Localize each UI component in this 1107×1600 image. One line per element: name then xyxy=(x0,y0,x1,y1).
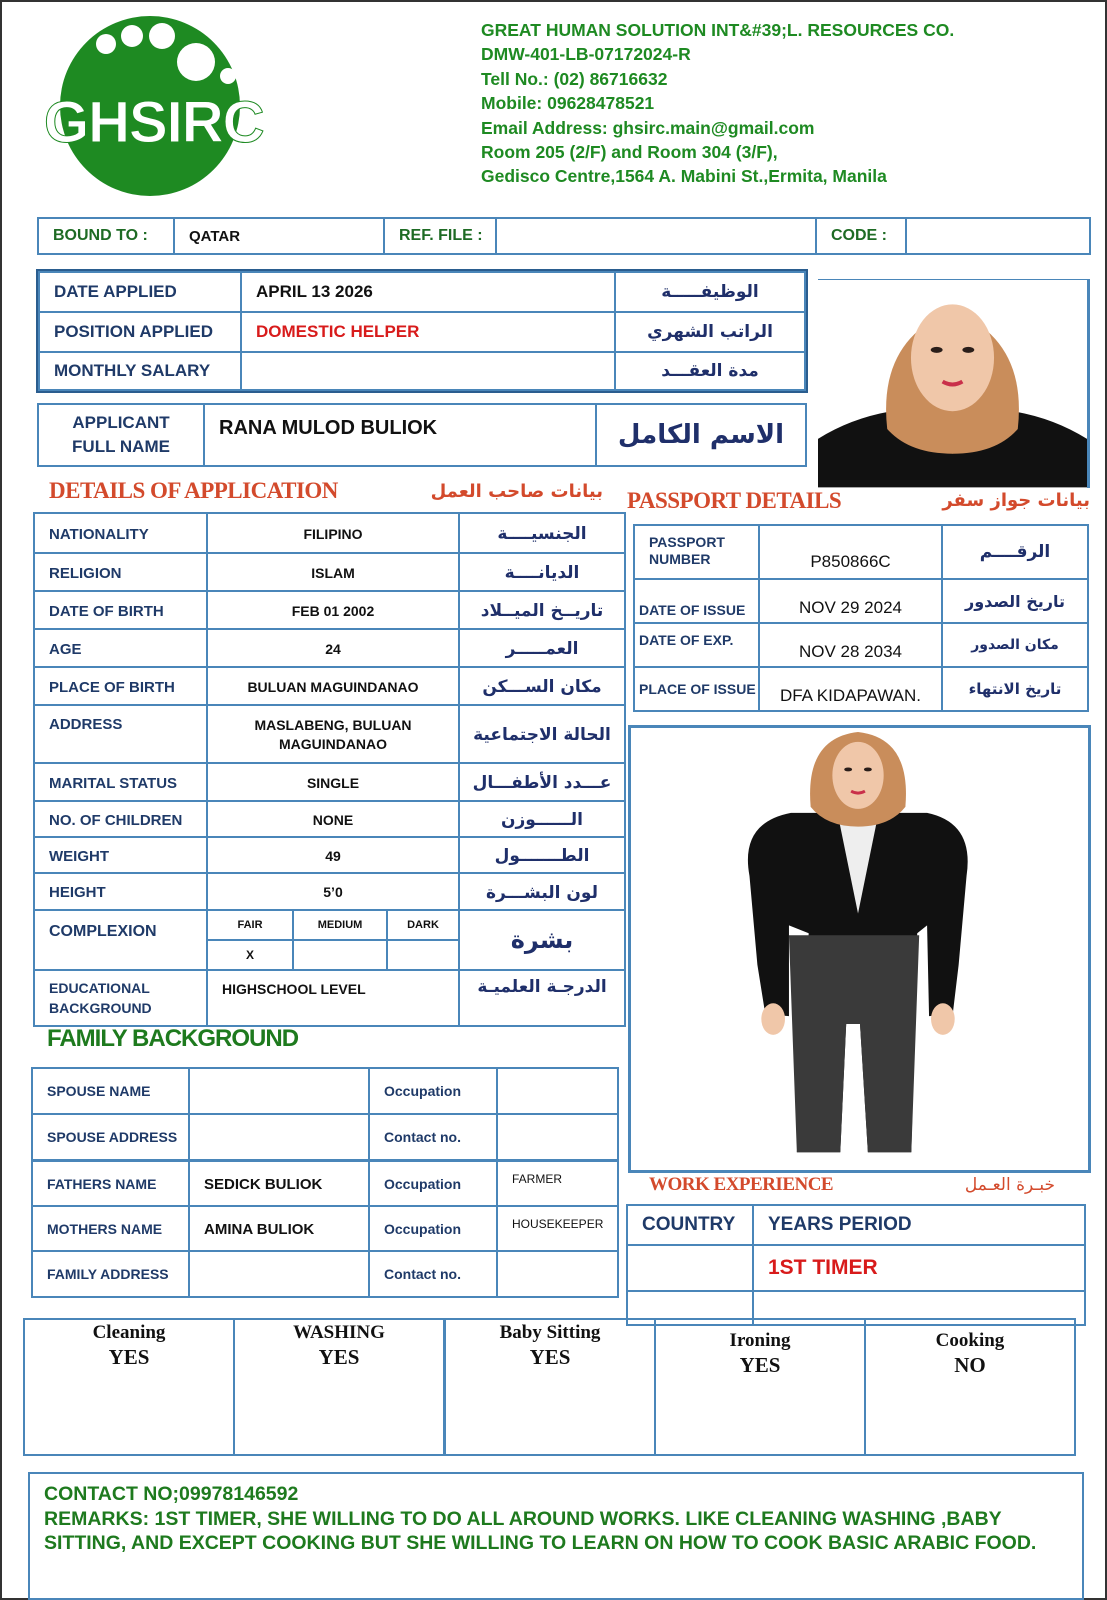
details-value-3: 24 xyxy=(206,628,460,670)
remarks-box xyxy=(28,1472,1084,1600)
details-label-5: ADDRESS xyxy=(33,704,208,766)
code-label: CODE : xyxy=(815,217,907,255)
ref-file-value xyxy=(495,217,817,255)
company-tel: Tell No.: (02) 86716632 xyxy=(481,68,668,89)
date-applied-label: DATE APPLIED xyxy=(38,271,242,313)
passport-number-value: P850866C xyxy=(758,524,943,580)
fullname-label xyxy=(37,403,205,467)
work-country-1 xyxy=(626,1244,754,1292)
skill-value-0: YES xyxy=(108,1345,150,1369)
remarks-contact: CONTACT NO;09978146592 xyxy=(44,1483,299,1505)
details-value-6: SINGLE xyxy=(206,762,460,804)
passport-title-ar: بيانات جواز سفر xyxy=(942,490,1090,511)
company-logo xyxy=(38,14,270,198)
education-label: EDUCATIONAL BACKGROUND xyxy=(33,969,208,1027)
details-label-3: AGE xyxy=(33,628,208,670)
fullname-label-line1: APPLICANT xyxy=(72,413,170,432)
remarks-text: REMARKS: 1ST TIMER, SHE WILLING TO DO ALL AROUND WORKS. LIKE CLEANING WASHING ,BABY SITTING, AND EXCEPT COOKING BUT SHE WILLING TO LEARN ON HOW TO COOK BASIC ARABIC FOOD. xyxy=(44,1507,1037,1554)
passport-issue-ar: تاريخ الصدور xyxy=(941,578,1089,624)
details-value-8: 49 xyxy=(206,836,460,876)
passport-place-value: DFA KIDAPAWAN. xyxy=(758,666,943,712)
skill-value-3: YES xyxy=(739,1353,781,1377)
company-email: Email Address: ghsirc.main@gmail.com xyxy=(481,117,815,138)
applicant-headshot xyxy=(818,279,1090,488)
company-mobile: Mobile: 09628478521 xyxy=(481,93,655,114)
family-value-0 xyxy=(188,1067,370,1115)
skill-name-0: Cleaning xyxy=(92,1322,166,1343)
passport-place-label: PLACE OF ISSUE xyxy=(633,666,760,712)
company-info xyxy=(481,18,1091,189)
fullname-ar: الاسم الكامل xyxy=(595,403,807,467)
fullname-label-line2: FULL NAME xyxy=(72,437,170,456)
details-label-6: MARITAL STATUS xyxy=(33,762,208,804)
family-value2-1 xyxy=(496,1113,619,1161)
skill-cell-3 xyxy=(654,1318,866,1456)
salary-label: MONTHLY SALARY xyxy=(38,351,242,391)
passport-number-label: PASSPORT NUMBER xyxy=(633,524,760,580)
skill-cell-1 xyxy=(233,1318,445,1456)
details-ar-3: العمـــــر xyxy=(458,628,626,670)
details-ar-4: مكان الســـكن xyxy=(458,666,626,708)
company-name: GREAT HUMAN SOLUTION INT&#39;L. RESOURCES CO. xyxy=(481,20,955,40)
position-ar: الراتب الشهري xyxy=(614,311,806,353)
passport-issue-label: DATE OF ISSUE xyxy=(633,578,760,624)
family-value2-0 xyxy=(496,1067,619,1115)
family-value-4 xyxy=(188,1250,370,1298)
education-value: HIGHSCHOOL LEVEL xyxy=(206,969,460,1027)
passport-exp-value: NOV 28 2034 xyxy=(758,622,943,668)
family-value2-4 xyxy=(496,1250,619,1298)
family-label2-1: Contact no. xyxy=(368,1113,498,1161)
skill-value-1: YES xyxy=(318,1345,360,1369)
skill-name-1: WASHING xyxy=(293,1322,385,1343)
skill-cell-2 xyxy=(444,1318,656,1456)
applicant-full-body-photo xyxy=(628,725,1091,1173)
family-label-0: SPOUSE NAME xyxy=(31,1067,190,1115)
details-label-0: NATIONALITY xyxy=(33,512,208,556)
details-label-9: HEIGHT xyxy=(33,872,208,913)
family-label2-4: Contact no. xyxy=(368,1250,498,1298)
details-ar-5: الحالة الاجتماعية xyxy=(458,704,626,766)
passport-number-ar: الرقــــم xyxy=(941,524,1089,580)
passport-title: PASSPORT DETAILS xyxy=(627,488,842,513)
complexion-ar: بشرة xyxy=(458,909,626,971)
details-label-7: NO. OF CHILDREN xyxy=(33,800,208,840)
date-applied-value: APRIL 13 2026 xyxy=(240,271,616,313)
complexion-dark: DARK xyxy=(386,909,460,941)
details-value-0: FILIPINO xyxy=(206,512,460,556)
work-title-ar: خبـرة العـمل xyxy=(964,1175,1055,1195)
family-value2-3: HOUSEKEEPER xyxy=(496,1205,619,1253)
ref-file-label: REF. FILE : xyxy=(383,217,497,255)
company-license: DMW-401-LB-07172024-R xyxy=(481,44,691,65)
passport-issue-value: NOV 29 2024 xyxy=(758,578,943,624)
family-label-3: MOTHERS NAME xyxy=(31,1205,190,1253)
family-value-1 xyxy=(188,1113,370,1161)
position-value: DOMESTIC HELPER xyxy=(240,311,616,353)
details-title-ar: بيانات صاحب العمل xyxy=(430,481,603,502)
work-title: WORK EXPERIENCE xyxy=(649,1174,834,1195)
details-value-9: 5’0 xyxy=(206,872,460,913)
position-label: POSITION APPLIED xyxy=(38,311,242,353)
family-value-3: AMINA BULIOK xyxy=(188,1205,370,1253)
skill-name-4: Cooking xyxy=(935,1330,1005,1351)
family-label2-3: Occupation xyxy=(368,1205,498,1253)
complexion-medium: MEDIUM xyxy=(292,909,388,941)
skill-cell-4 xyxy=(864,1318,1076,1456)
family-value-2: SEDICK BULIOK xyxy=(188,1160,370,1208)
details-value-4: BULUAN MAGUINDANAO xyxy=(206,666,460,708)
details-value-5: MASLABENG, BULUAN MAGUINDANAO xyxy=(206,704,460,766)
work-country-header: COUNTRY xyxy=(626,1204,754,1246)
family-label-2: FATHERS NAME xyxy=(31,1160,190,1208)
family-title: FAMILY BACKGROUND xyxy=(47,1025,299,1052)
fullname-value: RANA MULOD BULIOK xyxy=(203,403,597,467)
family-label2-0: Occupation xyxy=(368,1067,498,1115)
complexion-fair-mark: X xyxy=(206,939,294,971)
salary-value xyxy=(240,351,616,391)
complexion-label: COMPLEXION xyxy=(33,909,208,971)
company-address-2: Gedisco Centre,1564 A. Mabini St.,Ermita, Manila xyxy=(481,166,887,187)
family-value2-2: FARMER xyxy=(496,1160,619,1208)
details-label-1: RELIGION xyxy=(33,552,208,594)
details-ar-0: الجنسيــــة xyxy=(458,512,626,556)
skill-cell-0 xyxy=(23,1318,235,1456)
details-value-2: FEB 01 2002 xyxy=(206,590,460,632)
skill-value-4: NO xyxy=(954,1353,986,1377)
complexion-dark-mark xyxy=(386,939,460,971)
details-label-4: PLACE OF BIRTH xyxy=(33,666,208,708)
details-label-2: DATE OF BIRTH xyxy=(33,590,208,632)
logo-text: GHSIRC xyxy=(44,90,264,155)
salary-ar: مدة العقـــد xyxy=(614,351,806,391)
work-years-header: YEARS PERIOD xyxy=(752,1204,1086,1246)
details-ar-8: الطـــــــول xyxy=(458,836,626,876)
details-ar-7: الــــــوزن xyxy=(458,800,626,840)
skill-value-2: YES xyxy=(529,1345,571,1369)
details-label-8: WEIGHT xyxy=(33,836,208,876)
family-label-4: FAMILY ADDRESS xyxy=(31,1250,190,1298)
work-years-1: 1ST TIMER xyxy=(752,1244,1086,1292)
skill-name-2: Baby Sitting xyxy=(499,1322,601,1343)
complexion-fair: FAIR xyxy=(206,909,294,941)
details-value-1: ISLAM xyxy=(206,552,460,594)
passport-exp-label: DATE OF EXP. xyxy=(633,622,760,668)
education-ar: الدرجـة العلميـة xyxy=(458,969,626,1027)
date-applied-ar: الوظيفـــــة xyxy=(614,271,806,313)
details-ar-2: تاريــخ الميــلاد xyxy=(458,590,626,632)
details-ar-6: عـــدد الأطفـــال xyxy=(458,762,626,804)
bound-to-label: BOUND TO : xyxy=(37,217,175,255)
code-value xyxy=(905,217,1091,255)
details-ar-9: لون البشـــرة xyxy=(458,872,626,913)
family-label2-2: Occupation xyxy=(368,1160,498,1208)
bound-to-value: QATAR xyxy=(173,217,385,255)
details-ar-1: الديانــــة xyxy=(458,552,626,594)
complexion-medium-mark xyxy=(292,939,388,971)
passport-exp-ar: مكان الصدور xyxy=(941,622,1089,668)
company-address-1: Room 205 (2/F) and Room 304 (3/F), xyxy=(481,142,778,163)
passport-place-ar: تاريخ الانتهاء xyxy=(941,666,1089,712)
details-value-7: NONE xyxy=(206,800,460,840)
skill-name-3: Ironing xyxy=(729,1330,791,1351)
family-label-1: SPOUSE ADDRESS xyxy=(31,1113,190,1161)
details-title: DETAILS OF APPLICATION xyxy=(49,478,338,503)
